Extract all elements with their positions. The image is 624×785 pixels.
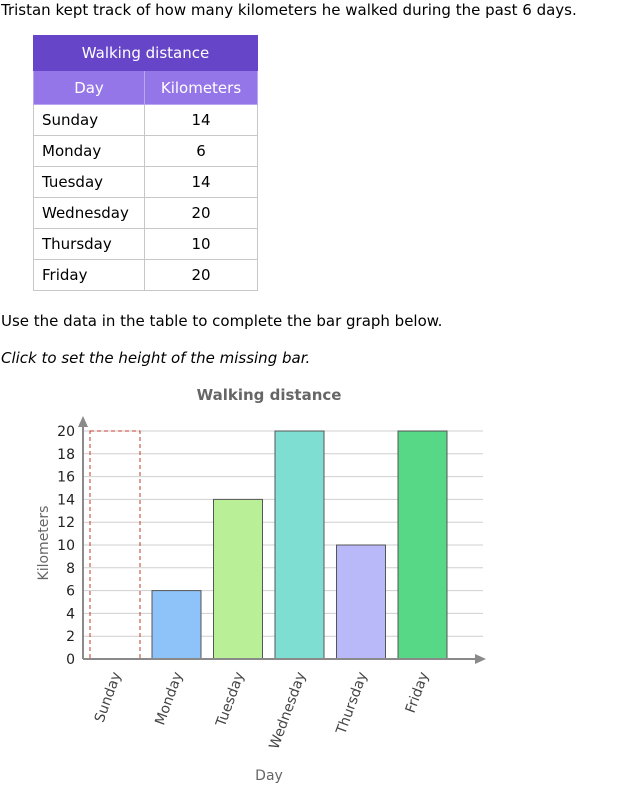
y-tick-labels: [57, 424, 75, 668]
x-tick-label: Sunday: [91, 669, 125, 725]
bar-thursday: [337, 545, 386, 659]
cell-day: Friday: [34, 260, 145, 291]
click-instruction: Click to set the height of the missing bar.: [1, 349, 311, 367]
cell-kilometers: 14: [145, 167, 258, 198]
x-category-labels: [92, 670, 432, 752]
bar-chart[interactable]: [0, 378, 624, 785]
y-tick-label: 0: [66, 652, 75, 668]
table-row: [34, 229, 258, 260]
cell-day: Sunday: [34, 105, 145, 136]
x-tick-label: Monday: [152, 669, 187, 728]
bar-friday: [398, 431, 447, 659]
instruction-text: Use the data in the table to complete the bar graph below.: [1, 312, 443, 330]
table-row: [34, 167, 258, 198]
y-tick-label: 10: [57, 538, 75, 554]
intro-text: Tristan kept track of how many kilometers he walked during the past 6 days.: [1, 1, 577, 19]
data-table: [33, 35, 258, 291]
cell-kilometers: 10: [145, 229, 258, 260]
y-tick-label: 8: [66, 560, 75, 577]
column-header-kilometers: Kilometers: [145, 71, 258, 105]
cell-kilometers: 20: [145, 260, 258, 291]
y-tick-label: 2: [66, 629, 75, 646]
x-tick-label: Tuesday: [213, 669, 248, 729]
cell-day: Wednesday: [34, 198, 145, 229]
bar-monday: [152, 591, 201, 659]
table-row: [34, 260, 258, 291]
y-tick-label: 20: [57, 424, 75, 440]
x-tick-label: Thursday: [333, 669, 371, 737]
cell-kilometers: 20: [145, 198, 258, 229]
y-tick-label: 4: [66, 606, 75, 623]
y-tick-label: 16: [57, 469, 75, 486]
y-tick-label: 12: [57, 515, 75, 532]
y-tick-label: 18: [57, 446, 75, 463]
y-tick-label: 6: [66, 583, 75, 600]
y-tick-label: 14: [57, 492, 75, 509]
x-axis-arrow: [475, 654, 486, 664]
y-axis-title: Kilometers: [36, 505, 52, 581]
x-axis-title: Day: [255, 768, 283, 784]
x-tick-label: Wednesday: [266, 669, 310, 752]
table-row: [34, 105, 258, 136]
cell-kilometers: 14: [145, 105, 258, 136]
chart-title: Walking distance: [196, 386, 342, 404]
y-axis-arrow: [78, 416, 88, 427]
bar-tuesday: [214, 499, 263, 659]
x-tick-label: Friday: [402, 669, 433, 716]
table-title: Walking distance: [34, 36, 258, 71]
column-header-day: Day: [34, 71, 145, 105]
bar-wednesday: [275, 431, 324, 659]
table-row: [34, 136, 258, 167]
table-row: [34, 198, 258, 229]
cell-day: Thursday: [34, 229, 145, 260]
cell-kilometers: 6: [145, 136, 258, 167]
cell-day: Tuesday: [34, 167, 145, 198]
cell-day: Monday: [34, 136, 145, 167]
